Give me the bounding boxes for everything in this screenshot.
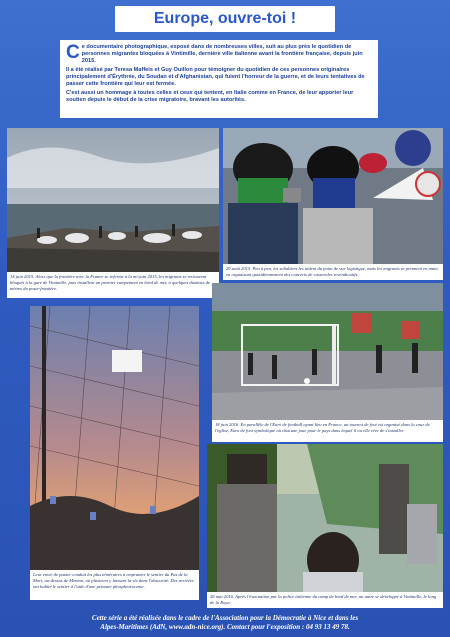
intro-paragraph-1: Ce documentaire photographique, exposé dans de nombreuses villes, suit au plus près le quotidien de personnes migrantes bloquées à Vintimille, dernière ville italienne avant la frontière française, depuis juin 2015. bbox=[66, 42, 363, 64]
title-box bbox=[115, 6, 335, 32]
caption-haircut-river: 26 mai 2016. Après l'évacuation par la police italienne du camp de bord de mer, un autre se développe à Vintimille, le long de la Roya. bbox=[207, 592, 443, 608]
footer-line-1: Cette série a été réalisée dans le cadre de l'Association pour la Démocratie à Nice et dans les bbox=[91, 614, 359, 622]
page-title: Europe, ouvre-toi ! bbox=[153, 10, 297, 27]
photo-protest-megaphone bbox=[223, 128, 443, 264]
intro-text-box bbox=[60, 40, 378, 118]
footer-line-2: Alpes-Maritimes (AdN, www.adn-nice.org). Contact pour l'exposition : 04 93 13 49 78. bbox=[100, 623, 350, 631]
intro-paragraph-3: C'est aussi un hommage à toutes celles et ceux qui tentent, en Italie comme en France, de leur apporter leur soutien depuis le début de la crise migratoire, bravant les autorités. bbox=[66, 90, 354, 103]
footer-credits bbox=[20, 614, 430, 632]
photo-fence-dusk bbox=[30, 306, 199, 570]
caption-seaside-camp: 14 juin 2015. Alors que la frontière avec la France se referme à la mi-juin 2015, les migrants se retrouvent bloqués à la gare de Vintimille, puis installent un premier campement en bord de mer, à quelques dizaines de mètres du poste-frontière. bbox=[7, 272, 219, 298]
photo-haircut-river bbox=[207, 444, 443, 592]
photo-football-tournament bbox=[212, 283, 443, 420]
photo-seaside-camp bbox=[7, 128, 219, 272]
caption-football-tournament: 18 juin 2016. En parallèle de l'Euro de football ayant lieu en France, un tournoi de foot est organisé dans la cour de l'église, Euro de foot symbolique où chacune joue pour le pays dans lequel il ou elle rêve de s'installer. bbox=[212, 420, 443, 442]
intro-paragraph-2: Il a été réalisé par Teresa Maffeis et Guy Ouillon pour témoigner du quotidien de ces personnes originaires principalement d'Érythrée, du Soudan et d'Afghanistan, qui fuient l'horreur de la guerre, et de leurs tentatives de passer cette frontière qui leur est fermée. bbox=[66, 67, 365, 87]
caption-fence-dusk: Leur envie de passer conduit les plus téméraires à emprunter le sentier du Pas de la Mort, au-dessus de Menton, où plusieurs y laissent la vie dans l'obscurité. Des arrivées ont habité le sentier à l'aide d'une peinture phosphorescente. bbox=[30, 570, 199, 600]
drop-cap: C bbox=[66, 42, 80, 63]
caption-protest-megaphone: 29 août 2015. Peu à peu, les solidaires les aident du point de vue logistique, mais les migrants se prennent en main en organisant quotidiennement des concerts de casseroles revendicatifs. bbox=[223, 264, 443, 280]
